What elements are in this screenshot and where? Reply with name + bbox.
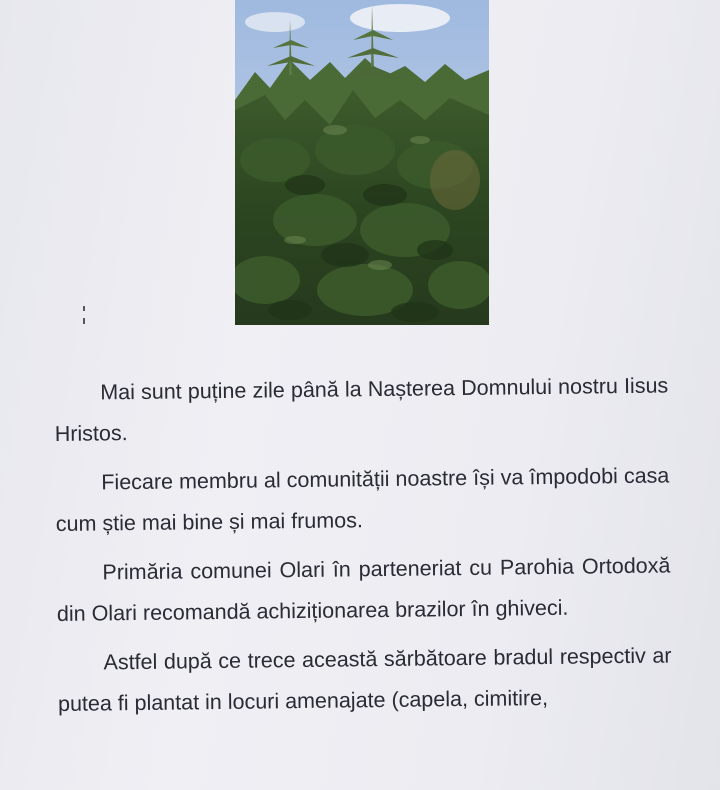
paragraph-comunitate: Fiecare membru al comunității noastre își va împodobi casa cum știe mai bine și mai frumos. xyxy=(55,463,670,536)
paragraph-nasterea: Mai sunt puține zile până la Nașterea Domnului nostru Iisus Hristos. xyxy=(54,373,669,446)
margin-tick-marks xyxy=(82,306,86,328)
fir-tree-photo xyxy=(235,0,489,325)
document-body xyxy=(54,365,672,732)
paragraph-astfel: Astfel după ce trece această sărbătoare bradul respectiv ar putea fi plantat in locuri amenajate (capela, cimitire, xyxy=(57,643,672,716)
paragraph-primaria: Primăria comunei Olari în parteneriat cu Parohia Ortodoxă din Olari recomandă achiziționarea brazilor în ghiveci. xyxy=(56,553,671,626)
